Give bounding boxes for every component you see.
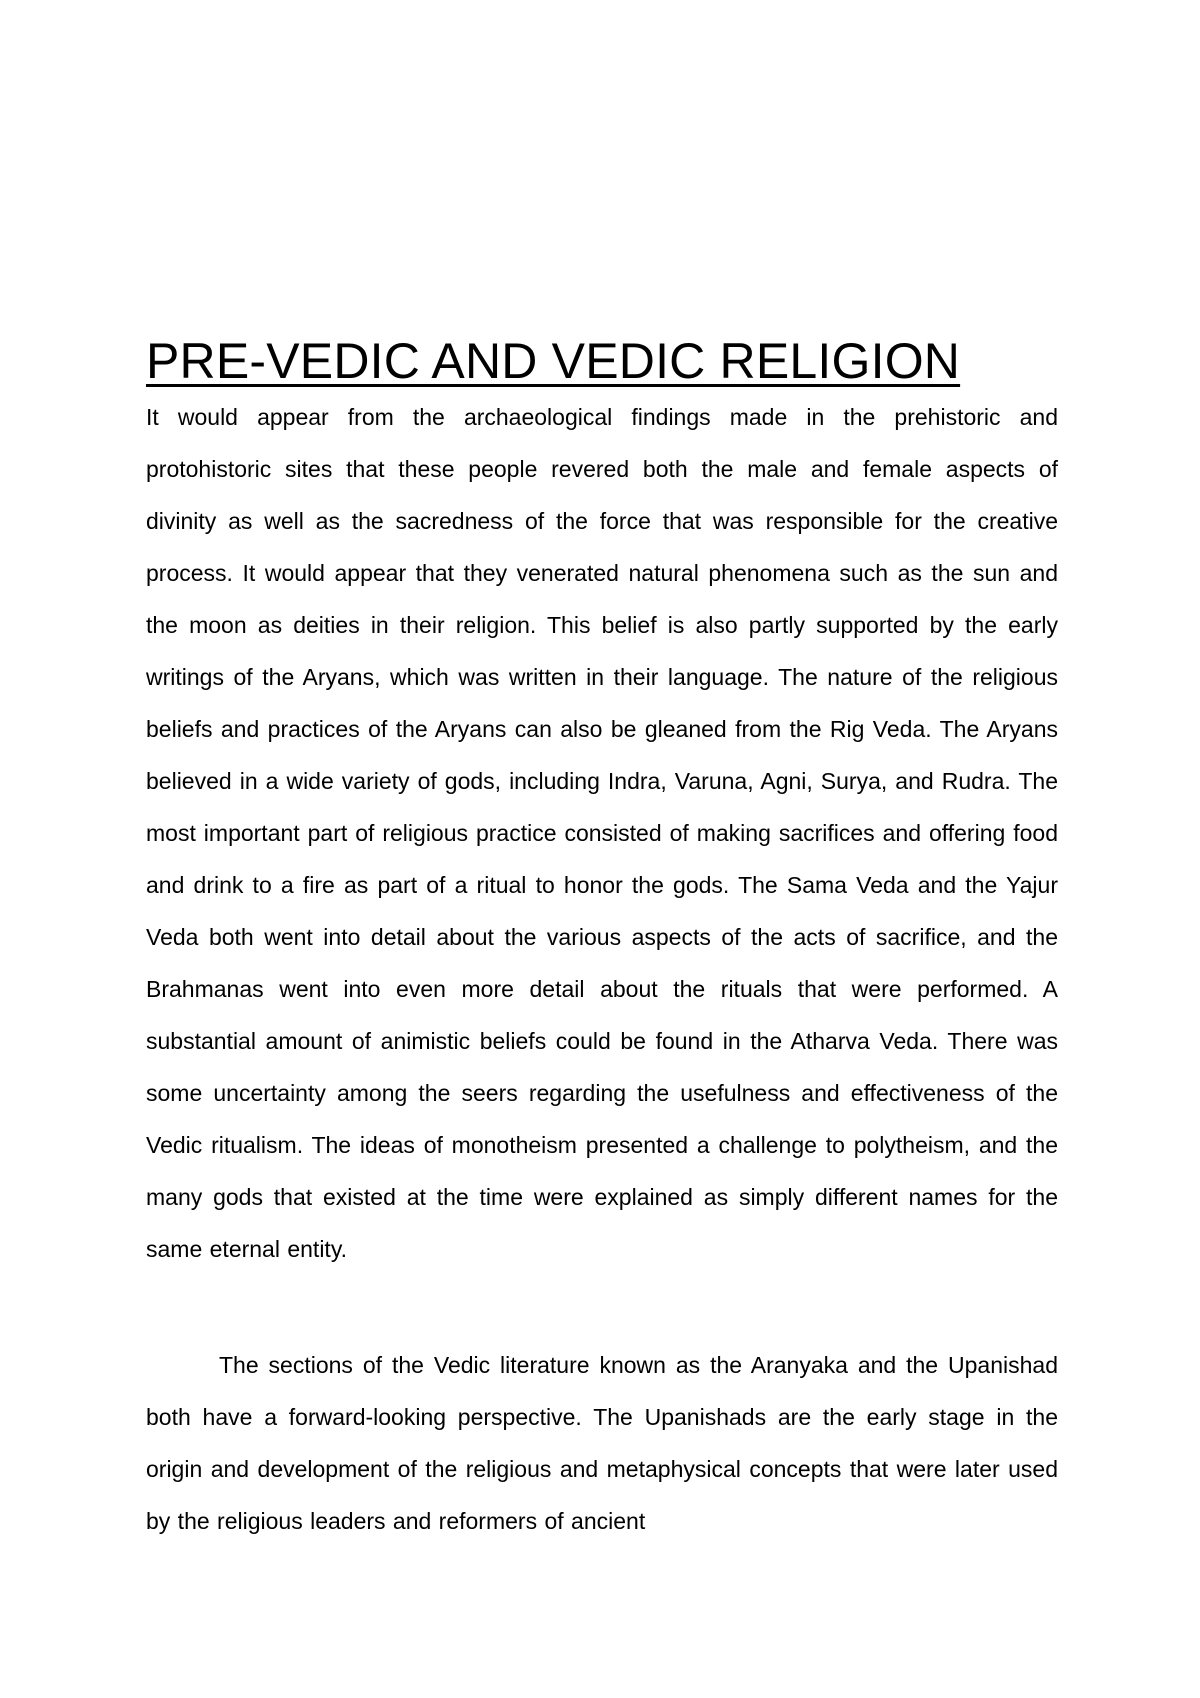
paragraph-1: It would appear from the archaeological findings made in the prehistoric and protohistoric sites that these people revered both the male and female aspects of divinity as well as the sacredness of the force that was responsible for the creative process. It would appear that they venerated natural phenomena such as the sun and the moon as deities in their religion. This belief is also partly supported by the early writings of the Aryans, which was written in their language. The nature of the religious beliefs and practices of the Aryans can also be gleaned from the Rig Veda. The Aryans believed in a wide variety of gods, including Indra, Varuna, Agni, Surya, and Rudra. The most important part of religious practice consisted of making sacrifices and offering food and drink to a fire as part of a ritual to honor the gods. The Sama Veda and the Yajur Veda both went into detail about the various aspects of the acts of sacrifice, and the Brahmanas went into even more detail about the rituals that were performed. A substantial amount of animistic beliefs could be found in the Atharva Veda. There was some uncertainty among the seers regarding the usefulness and effectiveness of the Vedic ritualism. The ideas of monotheism presented a challenge to polytheism, and the many gods that existed at the time were explained as simply different names for the same eternal entity. <box>146 404 1058 1262</box>
paragraph-2: The sections of the Vedic literature known as the Aranyaka and the Upanishad both have a forward-looking perspective. The Upanishads are the early stage in the origin and development of the religious and metaphysical concepts that were later used by the religious leaders and reformers of ancient <box>146 1352 1058 1534</box>
document-title: PRE-VEDIC AND VEDIC RELIGION <box>146 333 961 389</box>
